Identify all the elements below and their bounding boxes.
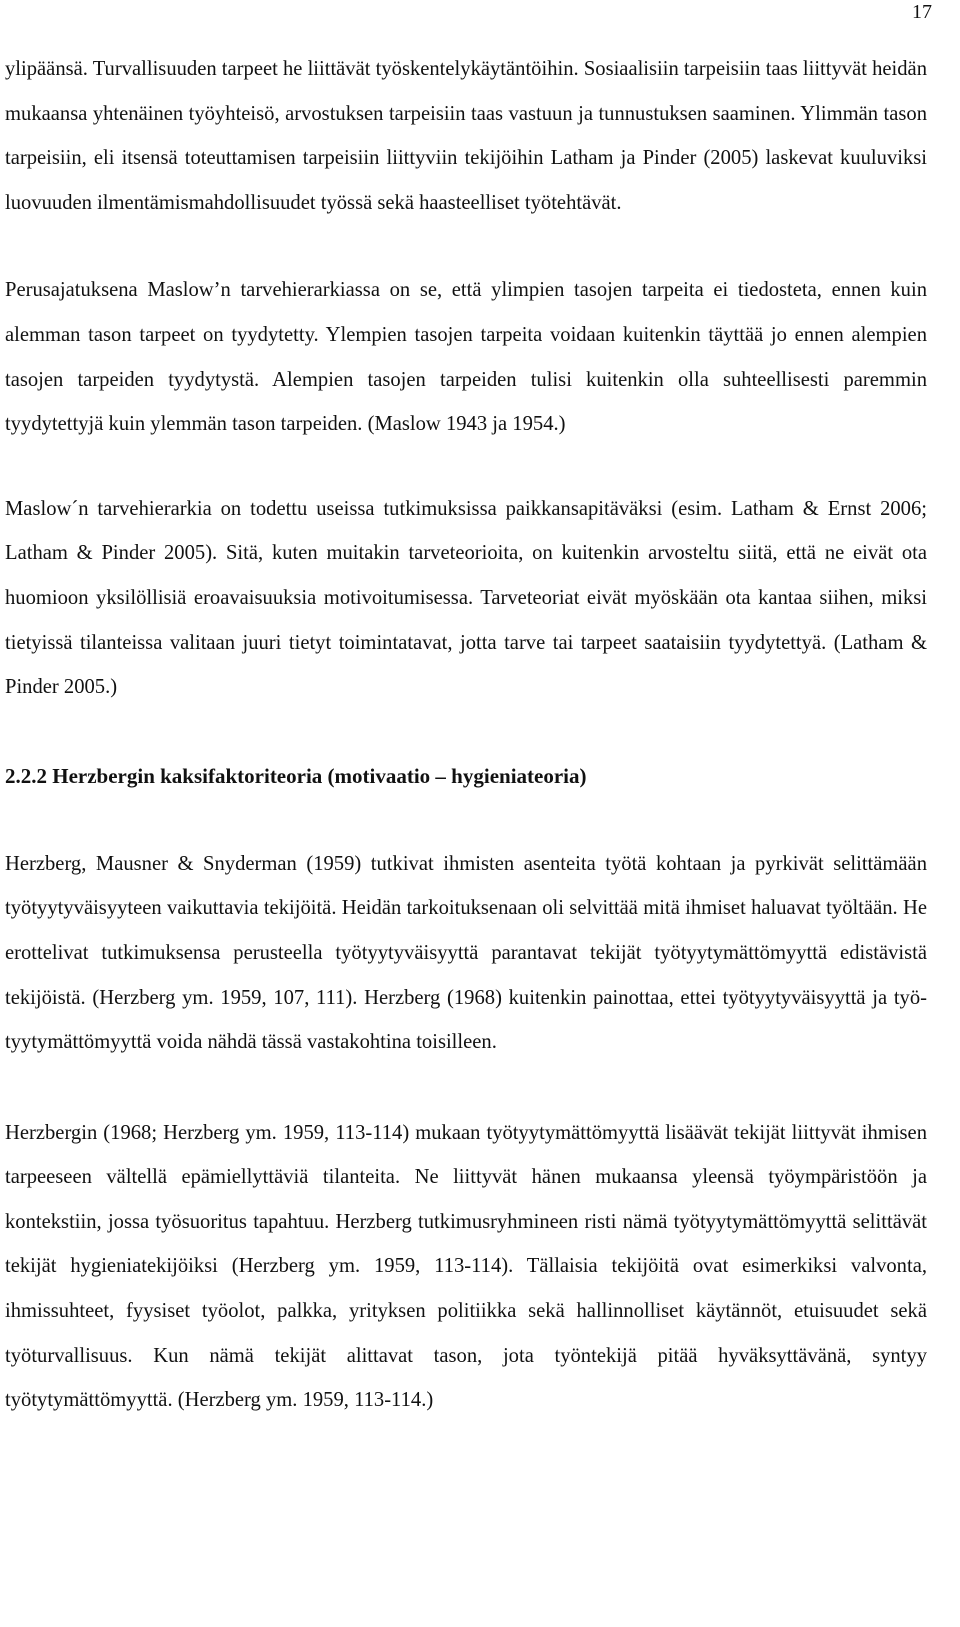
paragraph-1: ylipäänsä. Turvallisuuden tarpeet he liittävät työskentelykäytäntöihin. Sosiaalisiin tarpeisiin taas liittyvät heidän mukaansa yhtenäinen työyhteisö, arvostuksen tarpeisiin taas vastuun ja tunnustuksen saaminen. Ylimmän tason tarpeisiin, eli itsensä toteuttamisen tarpeisiin liittyviin tekijöihin Latham ja Pinder (2005) laskevat kuuluviksi luovuuden ilmentämismahdollisuudet työssä sekä haasteelliset työtehtävät. (5, 58, 927, 214)
paragraph-3: Maslow´n tarvehierarkia on todettu useissa tutkimuksissa paikkansapitäväksi (esim. Latham & Ernst 2006; Latham & Pinder 2005). Sitä, kuten muitakin tarveteorioita, on kuitenkin arvosteltu siitä, että ne eivät ota huomioon yksilöllisiä eroavaisuuksia motivoitumisessa. Tarveteoriat eivät myöskään ota kantaa siihen, miksi tietyissä tilanteissa valitaan juuri tietyt toimintatavat, jotta tarve tai tarpeet saataisiin tyydytettyä. (Latham & Pinder 2005.) (5, 497, 927, 699)
section-heading: 2.2.2 Herzbergin kaksifaktoriteoria (motivaatio – hygieniateoria) (5, 763, 587, 788)
paragraph-2: Perusajatuksena Maslow’n tarvehierarkiassa on se, että ylimpien tasojen tarpeita ei tiedosteta, ennen kuin alemman tason tarpeet on tyydytetty. Ylempien tasojen tarpeita voidaan kuitenkin täyttää jo ennen alempien tasojen tarpeiden tyydytystä. Alempien tasojen tarpeiden tulisi kuitenkin olla suhteellisesti paremmin tyydytettyjä kuin ylemmän tason tarpeiden. (Maslow 1943 ja 1954.) (5, 279, 927, 436)
paragraph-4: Herzberg, Mausner & Snyderman (1959) tutkivat ihmisten asenteita työtä kohtaan ja pyrkivät selittämään työtyytyväisyyteen vaikuttavia tekijöitä. Heidän tarkoituksenaan oli selvittää mitä ihmiset haluavat työltään. He erottelivat tutkimuksensa perusteella työtyytyväisyyttä parantavat tekijät työtyytymättömyyttä edistävistä tekijöistä. (Herzberg ym. 1959, 107, 111). Herzberg (1968) kuitenkin painottaa, ettei työtyytyväisyyttä ja työ-tyytymättömyyttä voida nähdä tässä vastakohtina toisilleen. (5, 852, 927, 1054)
paragraph-5: Herzbergin (1968; Herzberg ym. 1959, 113-114) mukaan työtyytymättömyyttä lisäävät tekijät liittyvät ihmisen tarpeeseen vältellä epämiellyttäviä tilanteita. Ne liittyvät hänen mukaansa yleensä työympäristöön ja kontekstiin, jossa työsuoritus tapahtuu. Herzberg tutkimusryhmineen risti nämä työtyytymättömyyttä selittävät tekijät hygieniatekijöiksi (Herzberg ym. 1959, 113-114). Tällaisia tekijöitä ovat esimerkiksi valvonta, ihmissuhteet, fyysiset työolot, palkka, yrityksen politiikka sekä hallinnolliset käytännöt, etuisuudet sekä työturvallisuus. Kun nämä tekijät alittavat tason, jota työntekijä pitää hyväksyttävänä, syntyy työtytymättömyyttä. (Herzberg ym. 1959, 113-114.) (5, 1121, 927, 1412)
page-number: 17 (912, 1, 932, 23)
page-body (5, 47, 927, 1423)
